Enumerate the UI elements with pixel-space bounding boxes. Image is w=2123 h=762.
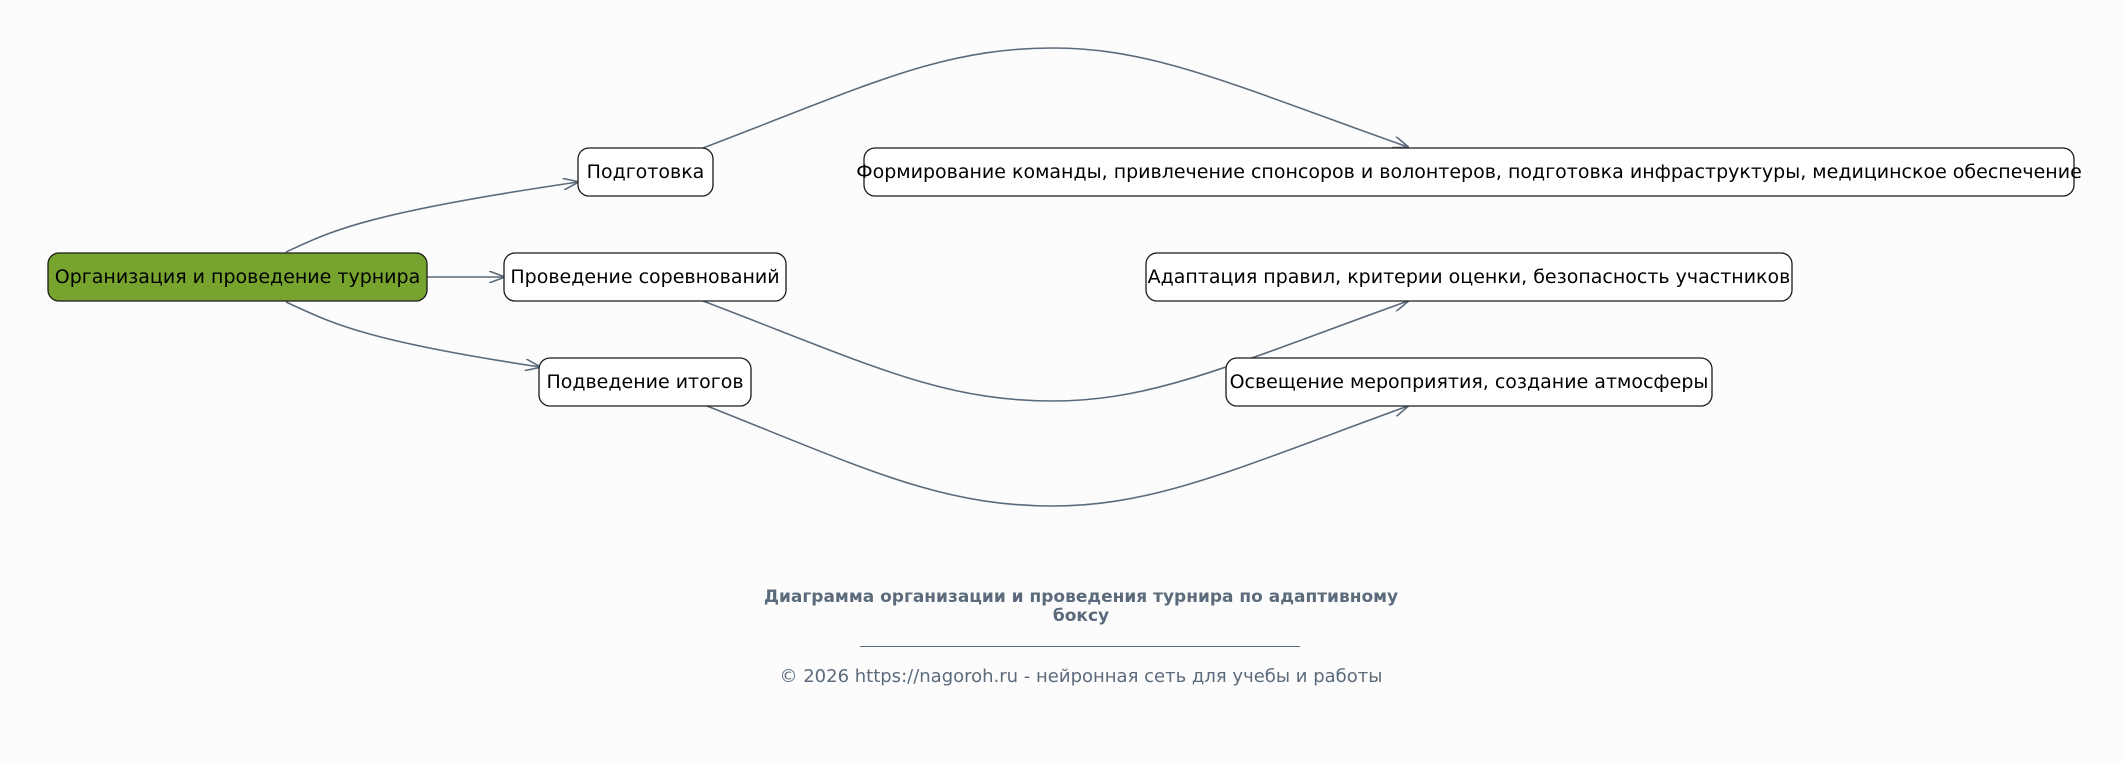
copyright-footer: © 2026 https://nagoroh.ru - нейронная сеть для учебы и работы [779,666,1383,687]
root-node-organization [48,253,427,301]
detail-node-event-coverage [1226,358,1712,406]
edge-results-to-event-coverage [707,406,1408,506]
detail-node-label: Формирование команды, привлечение спонсоров и волонтеров, подготовка инфраструктуры, медицинское обеспечение [856,161,2082,183]
phase-node-label: Проведение соревнований [510,266,780,288]
phase-node-label: Подготовка [586,161,705,183]
edge-root-to-results [286,302,540,367]
detail-node-team-formation [856,148,2082,196]
caption-divider [860,646,1300,647]
diagram-title: Диаграмма организации и проведения турнира по адаптивному боксу [763,587,1399,626]
detail-node-label: Освещение мероприятия, создание атмосферы [1229,371,1709,393]
phase-node-preparation [578,148,713,196]
phase-node-label: Подведение итогов [546,371,744,393]
phase-node-results [539,358,751,406]
edge-root-to-preparation [286,182,578,252]
edge-preparation-to-team-formation [703,48,1408,148]
phase-node-competitions [504,253,786,301]
root-node-label: Организация и проведение турнира [54,266,421,288]
detail-node-label: Адаптация правил, критерии оценки, безопасность участников [1147,266,1791,288]
detail-node-rules-adaptation [1146,253,1792,301]
